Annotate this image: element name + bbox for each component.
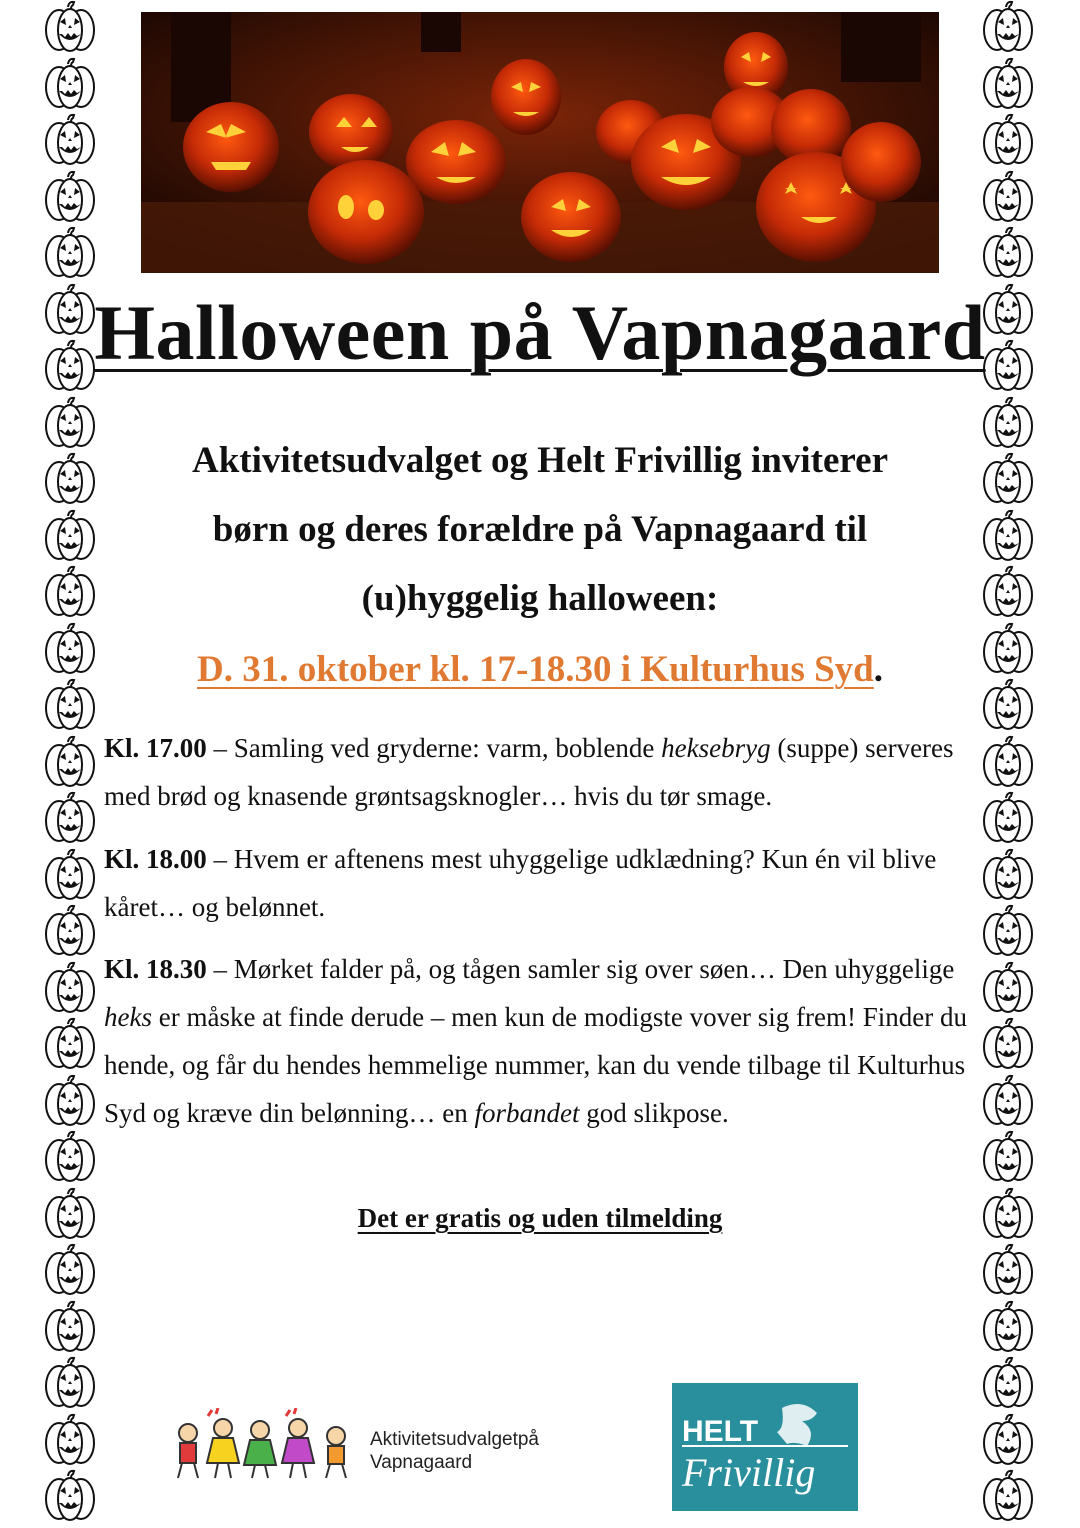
pumpkin-icon — [41, 113, 99, 167]
pumpkin-icon — [41, 735, 99, 789]
pumpkin-icon — [41, 904, 99, 958]
pumpkin-icon — [41, 848, 99, 902]
pumpkin-icon — [979, 509, 1037, 563]
schedule-time: Kl. 18.30 — [104, 954, 207, 984]
schedule-text: – Hvem er aftenens mest uhyggelige udklædning? Kun én vil blive kåret… og belønnet. — [104, 844, 937, 922]
pumpkin-icon — [41, 791, 99, 845]
schedule-text: – Mørket falder på, og tågen samler sig over søen… Den uhyggelige — [206, 954, 955, 984]
pumpkin-icon — [979, 904, 1037, 958]
kids-logo-icon — [168, 1408, 368, 1488]
free-admission-note: Det er gratis og uden tilmelding — [357, 1203, 723, 1233]
pumpkin-icon — [979, 1413, 1037, 1467]
pumpkin-icon — [41, 0, 99, 54]
schedule-text: er måske at finde derude – men kun de modigste vover sig frem! Finder du hende, og får du hendes hemmelige nummer, kan du vende tilbage til Kulturhus Syd og kræve din belønning… en — [104, 1002, 968, 1128]
pumpkin-icon — [979, 565, 1037, 619]
schedule-text: – Samling ved gryderne: varm, boblende — [206, 733, 662, 763]
pumpkin-icon — [979, 0, 1037, 54]
pumpkin-icon — [979, 961, 1037, 1015]
pumpkin-icon — [979, 1130, 1037, 1184]
pumpkin-icon — [41, 1243, 99, 1297]
schedule-time: Kl. 17.00 — [104, 733, 207, 763]
schedule-time: Kl. 18.00 — [104, 844, 207, 874]
pumpkin-icon — [979, 1017, 1037, 1071]
pumpkin-icon — [979, 1300, 1037, 1354]
pumpkin-icon — [41, 226, 99, 280]
intro-line-3: (u)hyggelig halloween: — [361, 578, 719, 619]
intro-line-1: Aktivitetsudvalget og Helt Frivillig inviterer — [191, 440, 889, 481]
pumpkin-icon — [41, 170, 99, 224]
pumpkin-icon — [979, 170, 1037, 224]
pumpkin-icon — [979, 226, 1037, 280]
schedule-emphasis: heksebryg — [661, 733, 771, 763]
helt-text: HELT — [682, 1415, 759, 1448]
pumpkin-icon — [979, 396, 1037, 450]
pumpkin-icon — [41, 509, 99, 563]
schedule-text: god slikpose. — [579, 1098, 729, 1128]
pumpkin-icon — [41, 1074, 99, 1128]
pumpkin-icon — [41, 1469, 99, 1523]
pumpkin-icon — [979, 848, 1037, 902]
jack-o-lantern-photo — [141, 12, 939, 273]
event-date-period: . — [873, 649, 883, 690]
schedule-item-1800 — [104, 835, 974, 931]
pumpkin-icon — [979, 1356, 1037, 1410]
pumpkin-icon — [41, 452, 99, 506]
pumpkin-icon — [979, 452, 1037, 506]
helt-frivillig-logo — [672, 1383, 858, 1511]
pumpkin-icon — [41, 57, 99, 111]
intro-text — [120, 426, 960, 633]
event-date-text: D. 31. oktober kl. 17-18.30 i Kulturhus Syd — [197, 649, 874, 690]
schedule-emphasis: heks — [104, 1002, 152, 1032]
pumpkin-icon — [979, 1469, 1037, 1523]
frivillig-text: Frivillig — [682, 1450, 816, 1495]
pumpkin-border-left — [41, 0, 101, 1528]
pumpkin-icon — [41, 1356, 99, 1410]
pumpkin-icon — [979, 1074, 1037, 1128]
event-date — [0, 648, 1080, 691]
pumpkin-icon — [41, 1300, 99, 1354]
page-title: Halloween på Vapnagaard — [94, 289, 986, 376]
pumpkin-icon — [41, 1130, 99, 1184]
pumpkin-icon — [979, 113, 1037, 167]
pumpkin-icon — [41, 1413, 99, 1467]
schedule-item-1700 — [104, 724, 974, 820]
kids-logo-text: Aktivitetsudvalgetpå Vapnagaard — [370, 1429, 539, 1473]
pumpkin-icon — [41, 396, 99, 450]
pumpkin-icon — [979, 1243, 1037, 1297]
schedule-item-1830 — [104, 945, 974, 1137]
schedule-text: (suppe) serveres med brød og knasende grøntsagsknogler… hvis du tør smage. — [104, 733, 954, 811]
pumpkin-icon — [41, 961, 99, 1015]
pumpkin-icon — [41, 1017, 99, 1071]
pumpkin-icon — [979, 735, 1037, 789]
pumpkin-border-right — [979, 0, 1039, 1528]
pumpkin-icon — [41, 565, 99, 619]
pumpkin-icon — [979, 57, 1037, 111]
pumpkin-icon — [979, 791, 1037, 845]
schedule-emphasis: forbandet — [474, 1098, 580, 1128]
intro-line-2: børn og deres forældre på Vapnagaard til — [212, 509, 868, 550]
